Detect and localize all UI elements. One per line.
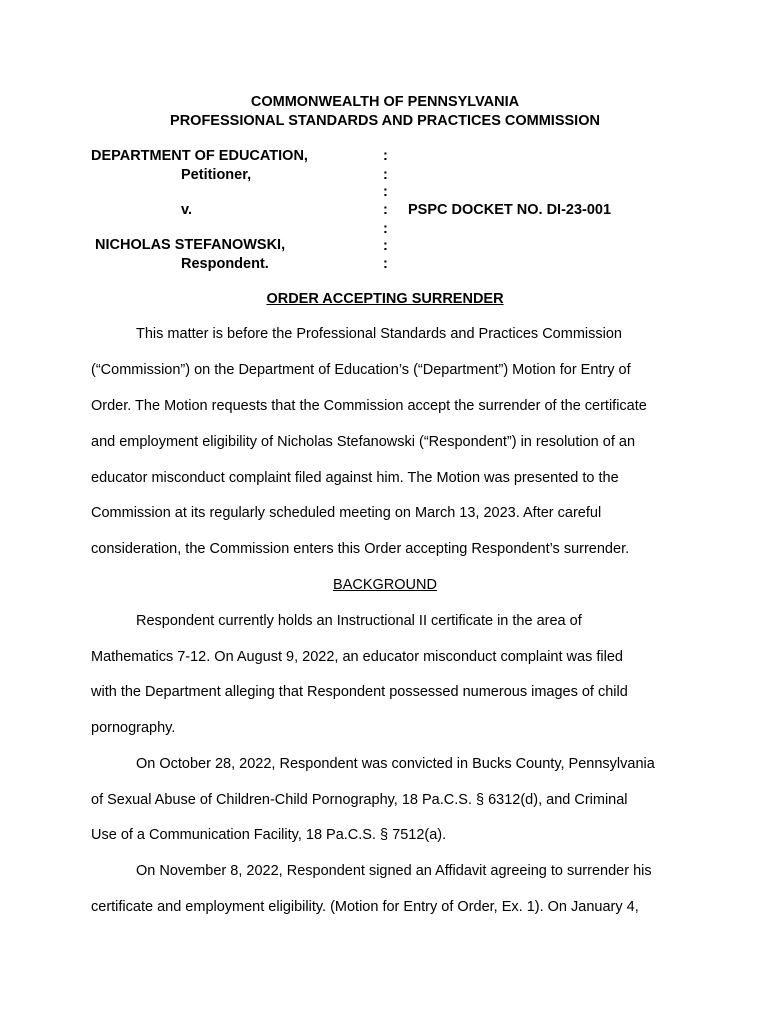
intro-line: Commission at its regularly scheduled meeting on March 13, 2023. After careful	[91, 505, 602, 521]
background-heading: BACKGROUND	[333, 577, 437, 593]
intro-line: This matter is before the Professional Standards and Practices Commission	[136, 326, 622, 342]
caption-petitioner-role: Petitioner,	[181, 167, 252, 183]
background-line: Use of a Communication Facility, 18 Pa.C.S. § 7512(a).	[91, 827, 447, 843]
background-line: with the Department alleging that Respondent possessed numerous images of child	[91, 684, 628, 700]
order-title: ORDER ACCEPTING SURRENDER	[266, 291, 504, 307]
background-line: pornography.	[91, 720, 176, 736]
caption-colon: :	[383, 238, 388, 254]
intro-line: Order. The Motion requests that the Commission accept the surrender of the certificate	[91, 398, 647, 414]
background-line: certificate and employment eligibility. (Motion for Entry of Order, Ex. 1). On January 4,	[91, 899, 639, 915]
header-commonwealth: COMMONWEALTH OF PENNSYLVANIA	[250, 94, 520, 110]
background-line: On October 28, 2022, Respondent was convicted in Bucks County, Pennsylvania	[136, 756, 655, 772]
background-line: Respondent currently holds an Instructional II certificate in the area of	[136, 613, 582, 629]
background-line: Mathematics 7-12. On August 9, 2022, an educator misconduct complaint was filed	[91, 649, 623, 665]
intro-line: educator misconduct complaint filed against him. The Motion was presented to the	[91, 470, 619, 486]
intro-line: and employment eligibility of Nicholas Stefanowski (“Respondent”) in resolution of an	[91, 434, 636, 450]
caption-versus: v.	[181, 202, 193, 218]
background-line: of Sexual Abuse of Children-Child Pornography, 18 Pa.C.S. § 6312(d), and Criminal	[91, 792, 628, 808]
background-line: On November 8, 2022, Respondent signed an Affidavit agreeing to surrender his	[136, 863, 652, 879]
caption-colon: :	[383, 184, 388, 200]
docket-number: PSPC DOCKET NO. DI-23-001	[408, 202, 612, 218]
intro-line: consideration, the Commission enters this Order accepting Respondent’s surrender.	[91, 541, 630, 557]
caption-colon: :	[383, 256, 388, 272]
intro-line: (“Commission”) on the Department of Education’s (“Department”) Motion for Entry of	[91, 362, 631, 378]
caption-colon: :	[383, 221, 388, 237]
caption-respondent-role: Respondent.	[181, 256, 269, 272]
caption-respondent-name: NICHOLAS STEFANOWSKI,	[95, 237, 286, 253]
caption-colon: :	[383, 148, 388, 164]
caption-colon: :	[383, 167, 388, 183]
header-commission: PROFESSIONAL STANDARDS AND PRACTICES COMMISSION	[170, 113, 600, 129]
caption-petitioner-name: DEPARTMENT OF EDUCATION,	[91, 148, 308, 164]
caption-colon: :	[383, 202, 388, 218]
